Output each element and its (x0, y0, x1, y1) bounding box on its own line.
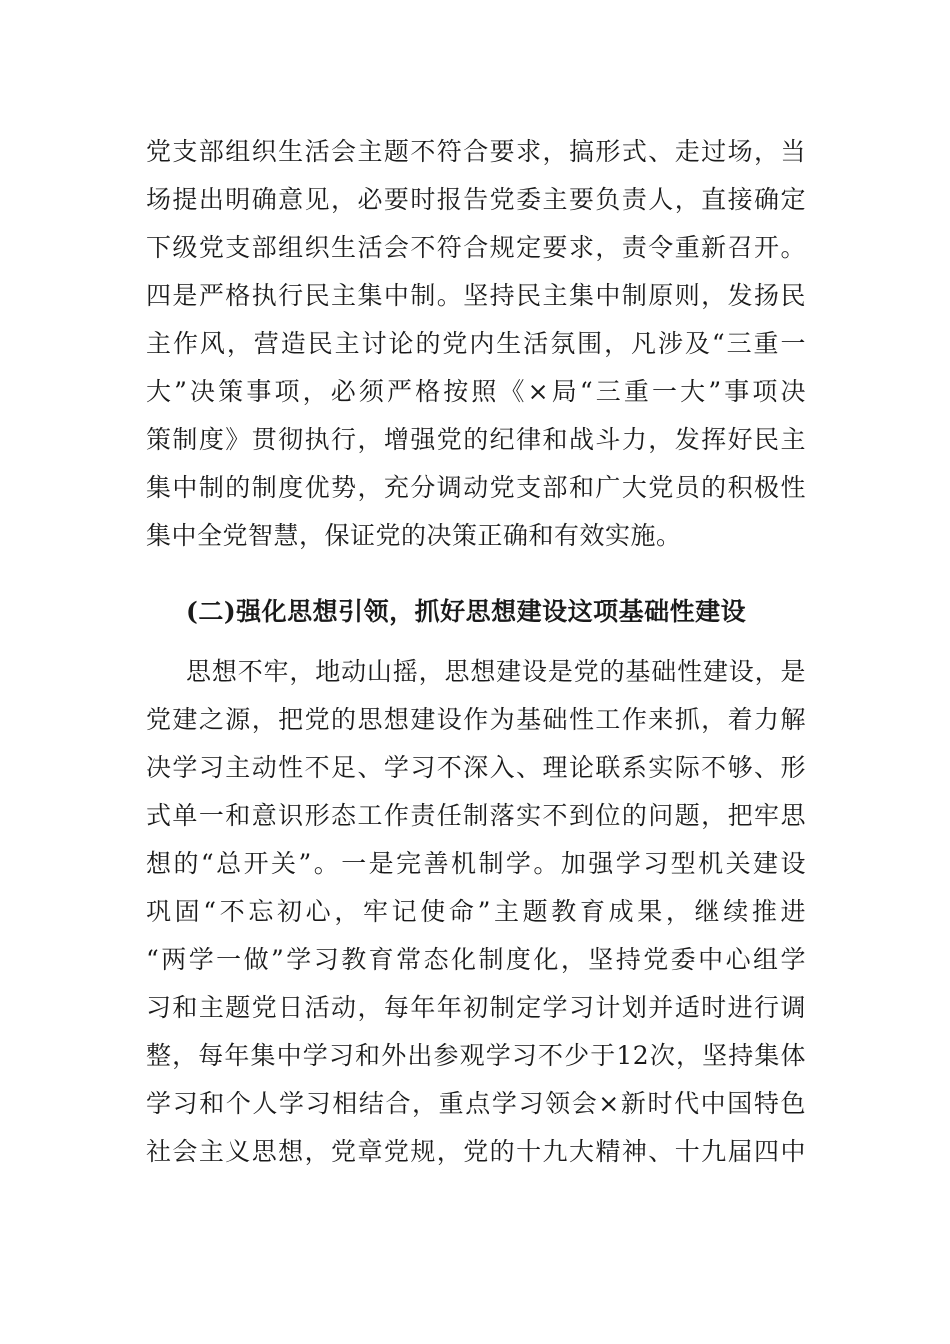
paragraph-2 (146, 648, 806, 1176)
paragraph-2-line: 想的“总开关”。一是完善机制学。加强学习型机关建设 (146, 849, 806, 878)
paragraph-2-line: 党建之源，把党的思想建设作为基础性工作来抓，着力解 (146, 705, 806, 734)
paragraph-1-line: 党支部组织生活会主题不符合要求，搞形式、走过场，当 (146, 137, 806, 166)
paragraph-2-line: 巩固“不忘初心，牢记使命”主题教育成果，继续推进 (146, 897, 806, 926)
paragraph-1-line: 主作风，营造民主讨论的党内生活氛围，凡涉及“三重一 (146, 329, 806, 358)
paragraph-2-line: 式单一和意识形态工作责任制落实不到位的问题，把牢思 (146, 801, 806, 830)
paragraph-2-line: 决学习主动性不足、学习不深入、理论联系实际不够、形 (146, 753, 806, 782)
paragraph-1-line: 策制度》贯彻执行，增强党的纪律和战斗力，发挥好民主 (146, 425, 806, 454)
section-heading: (二)强化思想引领，抓好思想建设这项基础性建设 (186, 597, 747, 626)
paragraph-1-line: 场提出明确意见，必要时报告党委主要负责人，直接确定 (146, 185, 806, 214)
paragraph-2-line: “两学一做”学习教育常态化制度化，坚持党委中心组学 (146, 945, 806, 974)
paragraph-2-line: 社会主义思想，党章党规，党的十九大精神、十九届四中 (146, 1137, 806, 1166)
paragraph-2-line: 整，每年集中学习和外出参观学习不少于12次，坚持集体 (146, 1041, 806, 1070)
paragraph-1-line: 大”决策事项，必须严格按照《×局“三重一大”事项决 (146, 377, 806, 406)
paragraph-1-line: 集中全党智慧，保证党的决策正确和有效实施。 (146, 521, 682, 550)
paragraph-2-line: 习和主题党日活动，每年年初制定学习计划并适时进行调 (146, 993, 806, 1022)
paragraph-1-line: 集中制的制度优势，充分调动党支部和广大党员的积极性 (146, 473, 806, 502)
paragraph-2-line: 学习和个人学习相结合，重点学习领会×新时代中国特色 (146, 1089, 806, 1118)
paragraph-2-line: 思想不牢，地动山摇，思想建设是党的基础性建设，是 (186, 657, 806, 686)
paragraph-1 (146, 128, 806, 560)
paragraph-1-line: 四是严格执行民主集中制。坚持民主集中制原则，发扬民 (146, 281, 806, 310)
paragraph-1-line: 下级党支部组织生活会不符合规定要求，责令重新召开。 (146, 233, 806, 262)
